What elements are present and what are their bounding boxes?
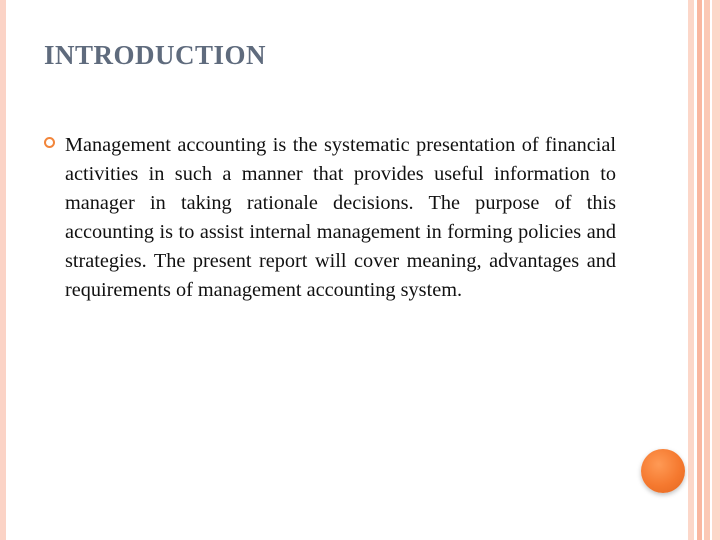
orange-circle-icon — [641, 449, 685, 493]
slide-body — [44, 131, 616, 305]
bullet-item — [44, 131, 616, 305]
hollow-circle-bullet-icon — [44, 137, 55, 148]
slide-title: INTRODUCTION — [44, 40, 267, 70]
right-stripe-decoration — [712, 0, 720, 540]
left-border-decoration — [0, 0, 6, 540]
bullet-text: Management accounting is the systematic presentation of financial activities in such a manner that provides useful information to manager in taking rationale decisions. The purpose of this accounting is to assist internal management in forming policies and strategies. The present report will cover meaning, advantages and requirements of management accounting system. — [65, 134, 616, 301]
